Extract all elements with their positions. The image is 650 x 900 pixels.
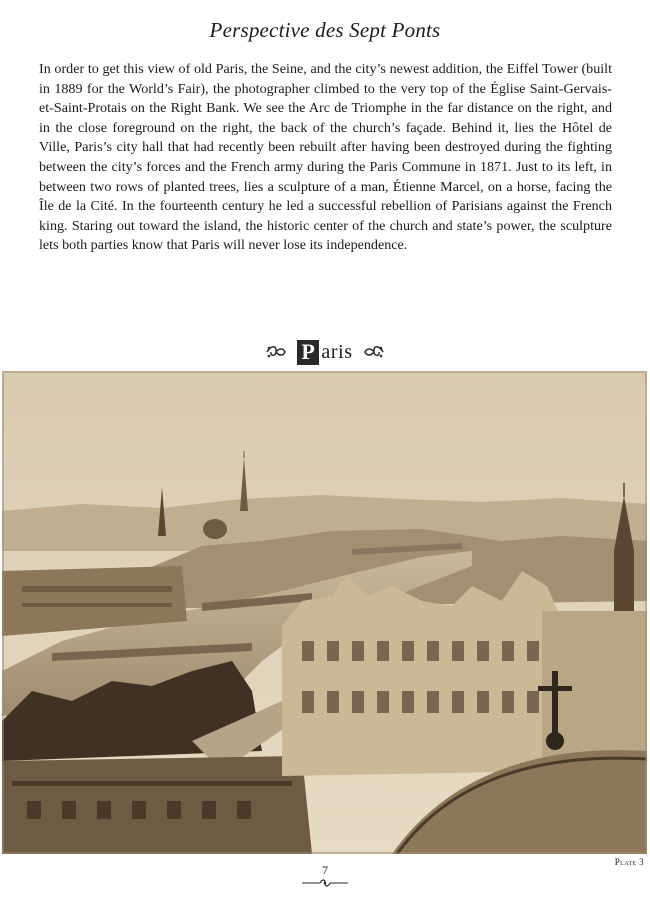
- ornament-icon: [300, 878, 350, 888]
- plate-label: Plate 3: [614, 857, 644, 867]
- photo-illustration: [2, 371, 647, 854]
- section-heading: [0, 337, 650, 367]
- section-title-text: aris: [321, 340, 353, 363]
- flourish-right-icon: [363, 344, 385, 360]
- flourish-left-icon: [265, 344, 287, 360]
- dropcap-letter: P: [297, 340, 319, 365]
- body-paragraph: In order to get this view of old Paris, the Seine, and the city’s newest addition, the Eiffel Tower (built in 1889 for the World’s Fair), the photographer climbed to the very top of the Église Saint-Gervais-et-Saint-Protais on the Right Bank. We see the Arc de Triomphe in the far distance on the right, and in the close foreground on the right, the back of the church’s façade. Behind it, lies the Hôtel de Ville, Paris’s city hall that had recently been rebuilt after having been destroyed during the fighting between the city’s forces and the French army during the Paris Commune in 1871. Just to its left, in between two rows of planted trees, lies a sculpture of a man, Étienne Marcel, on a horse, facing the Île de la Cité. In the fourteenth century he led a successful rebellion of Parisians against the French king. Staring out toward the island, the historic center of the church and state’s power, the sculpture lets both parties know that Paris will never lose its independence.: [39, 61, 612, 254]
- section-title: [297, 340, 352, 365]
- page-number: 7: [322, 863, 328, 877]
- paris-photograph: [2, 371, 647, 854]
- page-title: Perspective des Sept Ponts: [209, 18, 441, 42]
